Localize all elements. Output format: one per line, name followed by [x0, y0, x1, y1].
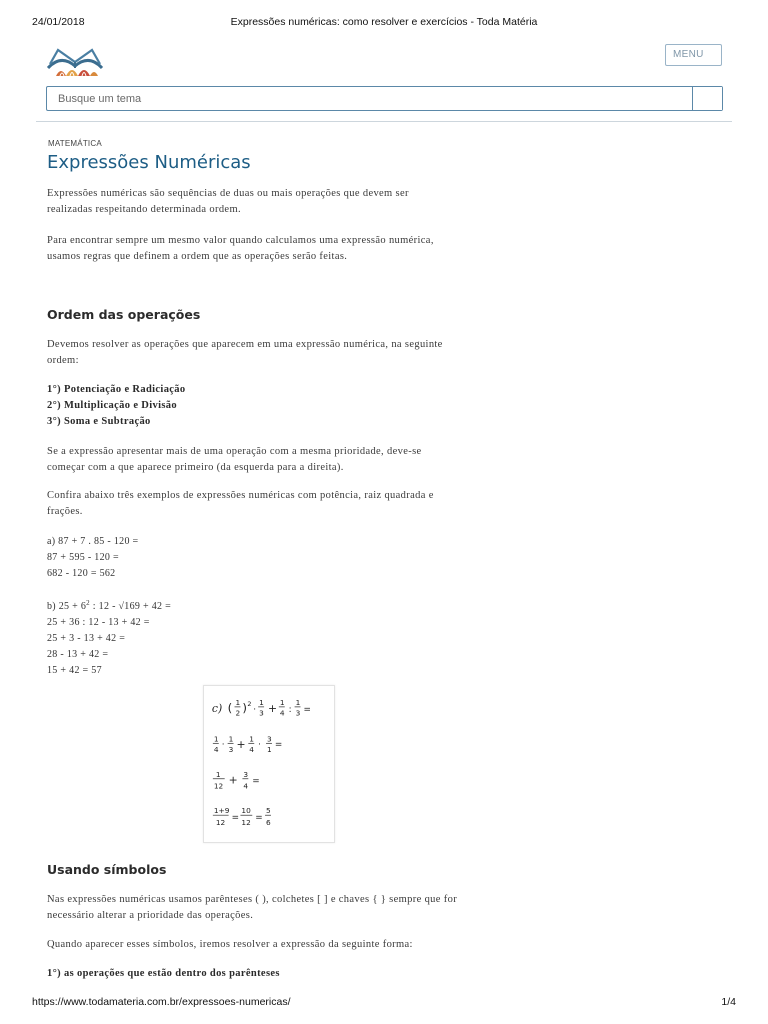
example-a [47, 534, 138, 582]
svg-text:+: + [228, 773, 238, 787]
books-logo-icon[interactable] [46, 42, 104, 78]
svg-text:=: = [255, 813, 263, 824]
svg-text:4: 4 [249, 745, 255, 755]
svg-text:+: + [268, 701, 278, 715]
header-divider [36, 121, 732, 122]
svg-text:3: 3 [228, 745, 234, 755]
intro-paragraph-1 [47, 186, 487, 218]
svg-text:3: 3 [259, 708, 264, 718]
text-line: Se a expressão apresentar mais de uma operação com a mesma prioridade, deve-se [47, 446, 422, 457]
search-input[interactable] [47, 87, 692, 110]
svg-text:4: 4 [279, 708, 285, 718]
svg-text::: : [288, 704, 292, 715]
svg-text:10: 10 [241, 806, 251, 816]
symbols-order-intro [47, 937, 487, 953]
svg-text:): ) [242, 700, 248, 715]
order-list [47, 382, 487, 430]
search-bar [46, 86, 723, 111]
text-line: realizadas respeitando determinada ordem. [47, 204, 241, 215]
priority-paragraph [47, 444, 487, 476]
section-heading-symbols: Usando símbolos [47, 862, 167, 877]
print-header [32, 16, 736, 30]
text-line: 1°) as operações que estão dentro dos parênteses [47, 968, 280, 979]
svg-text:1: 1 [213, 734, 219, 744]
page-title: Expressões Numéricas [47, 152, 251, 173]
expression-line: 15 + 42 = 57 [47, 665, 102, 676]
svg-text:12: 12 [215, 818, 226, 828]
text-line: Nas expressões numéricas usamos parênteses ( ), colchetes [ ] e chaves { } sempre que for [47, 894, 458, 905]
examples-intro [47, 488, 487, 520]
symbols-order-step [47, 966, 487, 982]
expression-line: 87 + 595 - 120 = [47, 552, 119, 563]
svg-text:6: 6 [266, 818, 271, 828]
expression-line: 25 + 3 - 13 + 42 = [47, 633, 126, 644]
svg-text:c): c) [211, 701, 223, 715]
expression-part: b) 25 + 6 [47, 601, 87, 612]
text-line: frações. [47, 506, 83, 517]
expression-part: : 12 - √169 + 42 = [89, 601, 172, 612]
expression-line: 25 + 36 : 12 - 13 + 42 = [47, 617, 150, 628]
svg-text:3: 3 [267, 734, 272, 744]
text-line: Confira abaixo três exemplos de expressões numéricas com potência, raiz quadrada e [47, 490, 434, 501]
order-item: 3°) Soma e Subtração [47, 416, 151, 427]
search-button[interactable] [692, 87, 722, 110]
print-date: 24/01/2018 [32, 16, 85, 28]
print-document-title: Expressões numéricas: como resolver e exercícios - Toda Matéria [230, 16, 538, 28]
svg-text:1: 1 [235, 697, 241, 707]
intro-paragraph-2 [47, 233, 487, 265]
svg-text:1: 1 [228, 734, 234, 744]
exponent: 2 [86, 599, 90, 607]
svg-text:1: 1 [215, 769, 221, 779]
example-b [47, 595, 171, 679]
svg-text:2: 2 [235, 708, 241, 718]
section-heading-order: Ordem das operações [47, 307, 201, 322]
svg-text:·: · [253, 704, 257, 715]
order-item: 2°) Multiplicação e Divisão [47, 400, 178, 411]
expression-line [47, 595, 171, 615]
svg-text:+: + [236, 738, 246, 752]
order-item: 1°) Potenciação e Radiciação [47, 384, 186, 395]
svg-text:4: 4 [243, 781, 249, 791]
text-line: usamos regras que definem a ordem que as operações serão feitas. [47, 251, 348, 262]
svg-text:3: 3 [295, 708, 301, 718]
svg-text:1: 1 [259, 697, 264, 707]
svg-text:·: · [221, 740, 225, 751]
symbols-paragraph [47, 892, 487, 924]
order-paragraph [47, 337, 487, 369]
print-page-number: 1/4 [721, 996, 736, 1008]
svg-text:3: 3 [243, 769, 249, 779]
print-footer [32, 996, 736, 1010]
svg-text:1: 1 [249, 734, 255, 744]
svg-text:=: = [252, 776, 260, 787]
text-line: começar com a que aparece primeiro (da esquerda para a direita). [47, 462, 344, 473]
svg-text:1: 1 [295, 697, 301, 707]
svg-text:1: 1 [267, 745, 272, 755]
text-line: ordem: [47, 355, 79, 366]
expression-line: a) 87 + 7 . 85 - 120 = [47, 536, 139, 547]
svg-text:=: = [303, 704, 311, 715]
expression-line: 682 - 120 = 562 [47, 568, 116, 579]
text-line: Devemos resolver as operações que aparecem em uma expressão numérica, na seguinte [47, 339, 443, 350]
svg-text:(: ( [227, 700, 233, 715]
svg-text:=: = [231, 813, 240, 824]
text-line: Para encontrar sempre um mesmo valor quando calculamos uma expressão numérica, [47, 235, 434, 246]
svg-text:4: 4 [213, 745, 219, 755]
svg-text:12: 12 [213, 781, 224, 791]
text-line: necessário alterar a prioridade das operações. [47, 910, 254, 921]
print-url: https://www.todamateria.com.br/expressoes-numericas/ [32, 996, 291, 1008]
svg-text:1+9: 1+9 [213, 806, 230, 816]
text-line: Expressões numéricas são sequências de duas ou mais operações que devem ser [47, 188, 409, 199]
text-line: Quando aparecer esses símbolos, iremos resolver a expressão da seguinte forma: [47, 939, 413, 950]
menu-button[interactable]: MENU [665, 44, 722, 66]
expression-line: 28 - 13 + 42 = [47, 649, 109, 660]
svg-text:2: 2 [247, 699, 252, 708]
svg-text:5: 5 [266, 806, 271, 816]
svg-text:1: 1 [279, 697, 285, 707]
svg-text:=: = [274, 740, 283, 751]
svg-text:·: · [258, 740, 261, 751]
svg-text:12: 12 [241, 818, 251, 828]
example-c-image [203, 685, 335, 843]
category-label[interactable]: MATEMÁTICA [48, 139, 102, 148]
